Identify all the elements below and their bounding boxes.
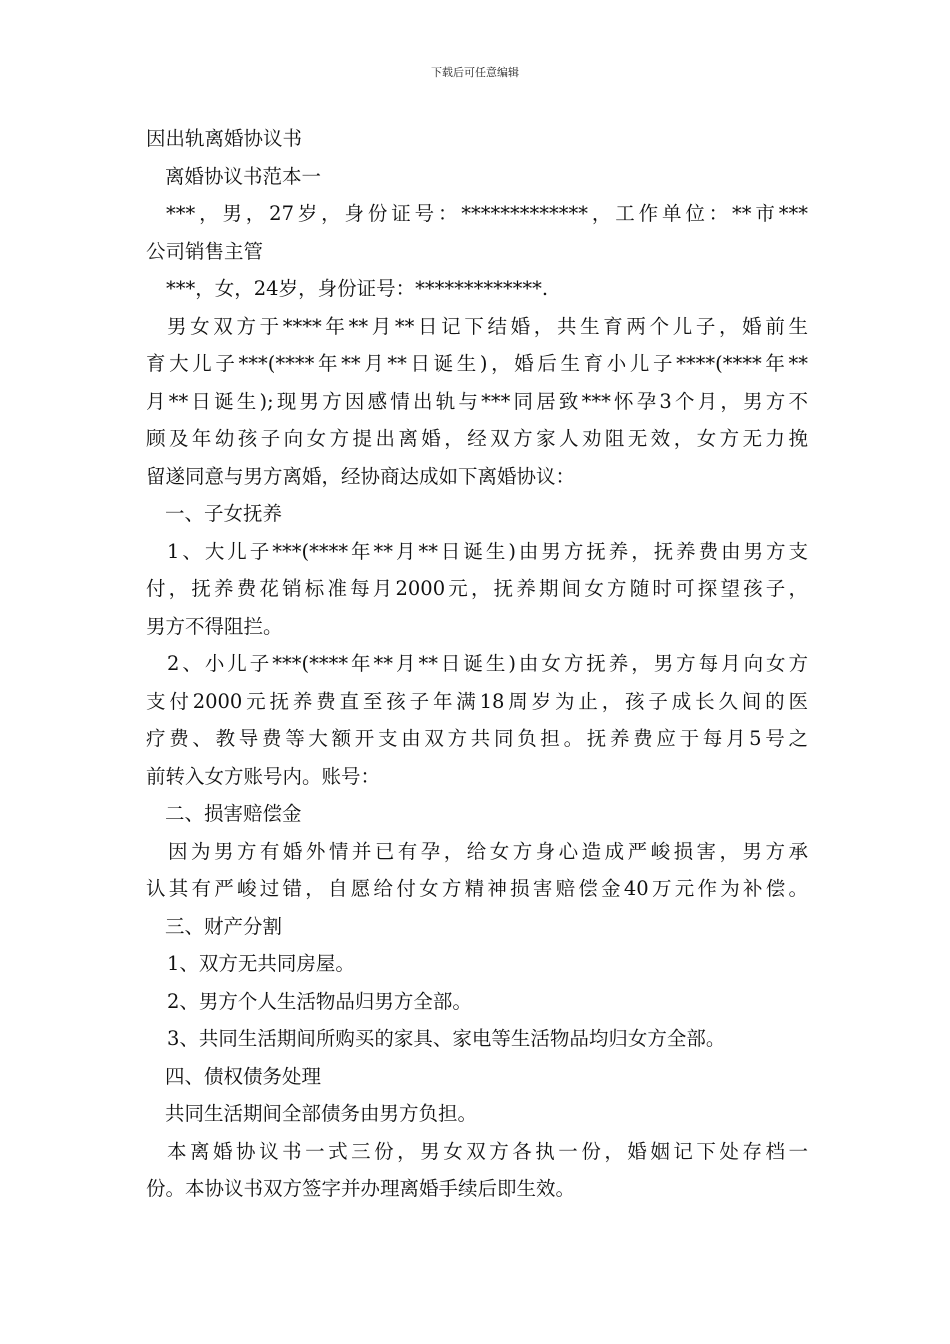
paragraph-line: 2、小儿子***(****年**月**日诞生)由女方抚养，男方每月向女方 [167,652,808,675]
paragraph-line: 男方不得阻拦。 [146,614,283,638]
paragraph-line: 1、双方无共同房屋。 [167,952,355,975]
paragraph-line: 1、大儿子***(****年**月**日诞生)由男方抚养，抚养费由男方支 [167,539,808,563]
paragraph-line: 顾及年幼孩子向女方提出离婚，经双方家人劝阻无效，女方无力挽 [146,427,808,450]
paragraph-line: 付，抚养费花销标准每月2000元，抚养期间女方随时可探望孩子， [146,577,808,600]
paragraph-line: 认其有严峻过错，自愿给付女方精神损害赔偿金40万元作为补偿。 [146,877,808,900]
section-heading: 三、财产分割 [165,914,283,938]
page-header-note: 下载后可任意编辑 [431,66,519,79]
paragraph-line: 2、男方个人生活物品归男方全部。 [167,989,472,1013]
paragraph-line: 份。本协议书双方签字并办理离婚手续后即生效。 [146,1177,576,1200]
paragraph-line: 月**日诞生);现男方因感情出轨与***同居致***怀孕3个月，男方不 [146,389,808,413]
section-heading: 一、子女抚养 [165,502,283,525]
paragraph-line: 留遂同意与男方离婚，经协商达成如下离婚协议： [146,464,576,488]
paragraph-line: ***，女，24岁，身份证号：*************. [166,277,549,300]
paragraph-line: 3、共同生活期间所购买的家具、家电等生活物品均归女方全部。 [167,1027,726,1050]
paragraph-line: 本离婚协议书一式三份，男女双方各执一份，婚姻记下处存档一 [167,1139,808,1163]
paragraph-line: 因为男方有婚外情并已有孕，给女方身心造成严峻损害，男方承 [168,839,808,863]
section-heading: 四、债权债务处理 [165,1064,322,1088]
paragraph-line: 共同生活期间全部债务由男方负担。 [165,1102,478,1125]
paragraph-line: ***，男，27岁，身份证号：*************，工作单位：**市*** [166,202,808,225]
document-subtitle: 离婚协议书范本一 [165,164,322,188]
section-heading: 二、损害赔偿金 [165,802,302,825]
document-body [146,120,808,1208]
paragraph-line: 前转入女方账号内。账号： [146,764,381,788]
paragraph-line: 男女双方于****年**月**日记下结婚，共生育两个儿子，婚前生 [167,314,808,338]
paragraph-line: 支付2000元抚养费直至孩子年满18周岁为止，孩子成长久间的医 [146,689,808,713]
document-title: 因出轨离婚协议书 [146,127,303,150]
paragraph-line: 公司销售主管 [146,239,264,263]
paragraph-line: 育大儿子***(****年**月**日诞生)，婚后生育小儿子****(****年** [146,352,808,375]
paragraph-line: 疗费、教导费等大额开支由双方共同负担。抚养费应于每月5号之 [146,727,808,750]
